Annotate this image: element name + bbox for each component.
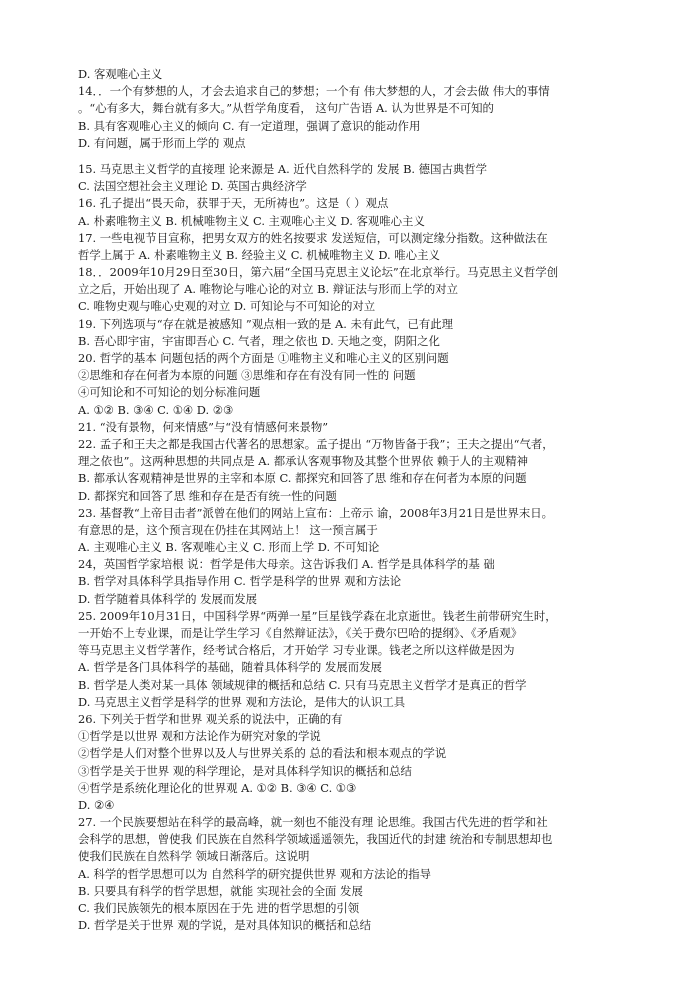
- text-line: 24，英国哲学家培根 说：哲学是伟大母亲。这告诉我们 A. 哲学是具体科学的基 础: [78, 557, 495, 572]
- text-line: D. 哲学是关于世界 观的学说，是对具体知识的概括和总结: [78, 918, 371, 933]
- text-line: B. 吾心即宇宙，宇宙即吾心 C. 气者，理之依也 D. 天地之变，阴阳之化: [78, 333, 440, 348]
- text-line: D. 有问题，属于形而上学的 观点: [78, 135, 246, 150]
- text-line: A. 哲学是各门具体科学的基础，随着具体科学的 发展而发展: [78, 660, 382, 675]
- text-line: 有意思的是，这个预言现在仍挂在其网站上！ 这一预言属于: [78, 522, 378, 537]
- text-line: A. ①② B. ③④ C. ①④ D. ②③: [78, 402, 234, 417]
- text-line: C. 法国空想社会主义理论 D. 英国古典经济学: [78, 179, 307, 194]
- text-line: 23. 基督教“上帝目击者”派曾在他们的网站上宣布：上帝示 谕，2008年3月21日是世界末日。: [78, 505, 554, 520]
- text-line: 立之后，开始出现了 A. 唯物论与唯心论的对立 B. 辩证法与形而上学的对立: [78, 282, 459, 297]
- text-line: 21. “没有景物，何来情感”与“没有情感何来景物”: [78, 419, 329, 434]
- text-line: 27. 一个民族要想站在科学的最高峰，就一刻也不能没有理 论思维。我国古代先进的哲学和社: [78, 815, 548, 830]
- text-line: 15. 马克思主义哲学的直接理 论来源是 A. 近代自然科学的 发展 B. 德国古典哲学: [78, 161, 488, 176]
- text-line: B. 具有客观唯心主义的倾向 C. 有一定道理，强调了意识的能动作用: [78, 118, 421, 133]
- text-line: 16. 孔子提出“畏天命，获罪于天，无所祷也”。这是（ ）观点: [78, 196, 389, 211]
- text-line: 等马克思主义哲学著作，经考试合格后，才开始学 习专业课。钱老之所以这样做是因为: [78, 643, 515, 658]
- text-line: 19. 下列选项与“存在就是被感知 ”观点相一致的是 A. 未有此气，已有此理: [78, 316, 454, 331]
- text-line: ②思维和存在何者为本原的问题 ③思维和存在有没有同一性的 问题: [78, 368, 416, 383]
- text-line: 25. 2009年10月31日，中国科学界“两弹一星”巨星钱学森在北京逝世。钱老生前带研究生时，: [78, 608, 557, 623]
- text-line: 。“心有多大，舞台就有多大。”从哲学角度看， 这句广告语 A. 认为世界是不可知的: [78, 101, 494, 116]
- text-line: C. 我们民族领先的根本原因在于先 进的哲学思想的引领: [78, 901, 360, 915]
- text-line: B. 哲学对具体科学具指导作用 C. 哲学是科学的世界 观和方法论: [78, 574, 402, 589]
- text-line: 理之依也”。这两种思想的共同点是 A. 都承认客观事物及其整个世界依 赖于人的主观精神: [78, 454, 528, 469]
- text-line: ③哲学是关于世界 观的科学理论，是对具体科学知识的概括和总结: [78, 763, 412, 778]
- text-line: D. 哲学随着具体科学的 发展而发展: [78, 591, 258, 606]
- text-line: A. 主观唯心主义 B. 客观唯心主义 C. 形而上学 D. 不可知论: [78, 540, 380, 555]
- text-line: ①哲学是以世界 观和方法论作为研究对象的学说: [78, 729, 321, 744]
- text-line: 18．．2009年10月29日至30日，第六届“全国马克思主义论坛”在北京举行。马克思主义哲学创: [78, 265, 559, 280]
- text-line: B. 只要具有科学的哲学思想，就能 实现社会的全面 发展: [78, 883, 363, 898]
- text-line: 会科学的思想，曾使我 们民族在自然科学领域遥遥领先，我国近代的封建 统治和专制思想却也: [78, 832, 553, 847]
- text-line: B. 哲学是人类对某一具体 领域规律的概括和总结 C. 只有马克思主义哲学才是真正的哲学: [78, 677, 527, 692]
- text-line: C. 唯物史观与唯心史观的对立 D. 可知论与不可知论的对立: [78, 299, 376, 314]
- text-line: B. 都承认客观精神是世界的主宰和本原 C. 都探究和回答了思 维和存在何者为本原的问题: [78, 471, 527, 486]
- text-line: D. 马克思主义哲学是科学的世界 观和方法论，是伟大的认识工具: [78, 694, 406, 709]
- text-line: 17. 一些电视节目宣称，把男女双方的姓名按要求 发送短信，可以测定缘分指数。这种做法在: [78, 230, 548, 245]
- text-line: 哲学上属于 A. 朴素唯物主义 B. 经验主义 C. 机械唯物主义 D. 唯心主义: [78, 247, 440, 262]
- text-line: A. 朴素唯物主义 B. 机械唯物主义 C. 主观唯心主义 D. 客观唯心主义: [78, 213, 425, 228]
- text-line: ④哲学是系统化理论化的世界观 A. ①② B. ③④ C. ①③: [78, 780, 357, 795]
- text-line: D. 客观唯心主义: [78, 67, 163, 81]
- text-line: D. ②④: [78, 797, 115, 812]
- text-line: 26. 下列关于哲学和世界 观关系的说法中，正确的有: [78, 711, 343, 726]
- text-line: A. 科学的哲学思想可以为 自然科学的研究提供世界 观和方法论的指导: [78, 866, 432, 881]
- text-line: ④可知论和不可知论的划分标准问题: [78, 385, 261, 400]
- blank-gap: [78, 152, 660, 161]
- text-line: 一开始不上专业课，而是让学生学习《自然辩证法》，《关于费尔巴哈的提纲》、《矛盾观》: [78, 626, 523, 640]
- text-line: 20. 哲学的基本 问题包括的两个方面是 ①唯物主义和唯心主义的区别问题: [78, 351, 449, 365]
- text-line: 22. 孟子和王夫之都是我国古代著名的思想家。孟子提出 “万物皆备于我”；王夫之提出“气者，: [78, 436, 554, 451]
- text-line: 使我们民族在自然科学 领域日渐落后。这说明: [78, 849, 310, 864]
- text-line: 14．．一个有梦想的人，才会去追求自己的梦想；一个有 伟大梦想的人，才会去做 伟大的事情: [78, 84, 550, 99]
- text-line: ②哲学是人们对整个世界以及人与世界关系的 总的看法和根本观点的学说: [78, 746, 447, 761]
- text-line: D. 都探究和回答了思 维和存在是否有统一性的问题: [78, 488, 337, 503]
